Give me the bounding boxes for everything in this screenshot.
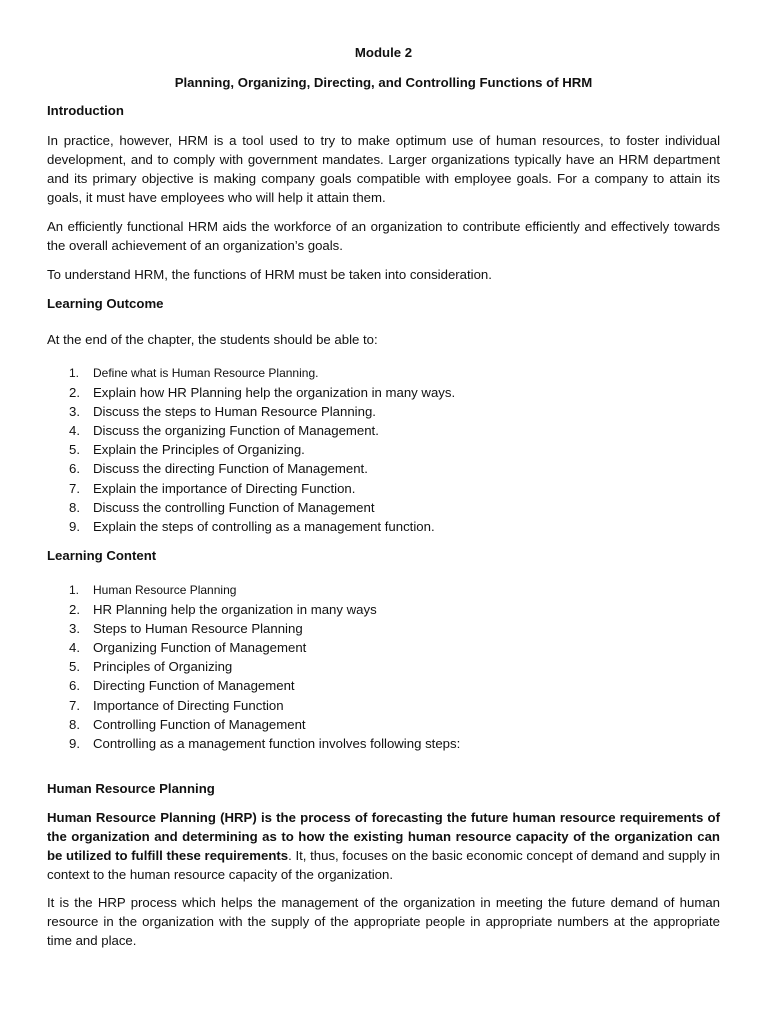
- list-item: [47, 619, 687, 638]
- list-text: Discuss the steps to Human Resource Planning.: [93, 404, 376, 420]
- list-text: Directing Function of Management: [93, 678, 295, 694]
- list-text: Explain the Principles of Organizing.: [93, 442, 305, 458]
- list-item: [47, 715, 687, 734]
- list-text: Steps to Human Resource Planning: [93, 621, 303, 637]
- list-item: [47, 734, 687, 753]
- list-item: [47, 402, 687, 421]
- module-title: Module 2: [354, 45, 413, 60]
- hrp-paragraph-1: [47, 808, 720, 884]
- introduction-paragraph-3: To understand HRM, the functions of HRM must be taken into consideration.: [47, 267, 492, 282]
- list-text: Define what is Human Resource Planning.: [93, 366, 319, 380]
- hrp-definition: Human Resource Planning (HRP) is the process of forecasting the future human resource requirements of the organization and determining as to how the existing human resource capacity of the organization can be utilized to fulfill these requirements: [47, 810, 720, 863]
- list-number: 1.: [69, 583, 80, 597]
- list-text: HR Planning help the organization in many ways: [93, 602, 377, 618]
- list-number: 2.: [69, 385, 80, 401]
- hrp-paragraph-2: It is the HRP process which helps the management of the organization in meeting the future demand of human resource in the organization with the supply of the appropriate people in appropriate numbers at the appropriate time and place.: [47, 895, 720, 948]
- list-item: [47, 364, 687, 383]
- list-number: 3.: [69, 621, 80, 637]
- list-number: 7.: [69, 697, 80, 713]
- list-item: [47, 479, 687, 498]
- list-number: 2.: [69, 602, 80, 618]
- list-text: Principles of Organizing: [93, 659, 233, 675]
- list-item: [47, 581, 687, 600]
- learning-outcome-lead: At the end of the chapter, the students should be able to:: [47, 332, 378, 347]
- list-text: Controlling as a management function involves following steps:: [93, 735, 461, 751]
- list-item: [47, 638, 687, 657]
- list-item: [47, 421, 687, 440]
- list-text: Organizing Function of Management: [93, 640, 307, 656]
- learning-content-list: [47, 581, 687, 753]
- list-item: [47, 517, 687, 536]
- list-item: [47, 600, 687, 619]
- list-number: 4.: [69, 423, 80, 439]
- list-text: Discuss the organizing Function of Management.: [93, 423, 379, 439]
- list-number: 8.: [69, 499, 80, 515]
- list-text: Controlling Function of Management: [93, 716, 306, 732]
- list-item: [47, 498, 687, 517]
- list-number: 4.: [69, 640, 80, 656]
- list-item: [47, 459, 687, 478]
- learning-content-heading: Learning Content: [47, 548, 157, 563]
- list-text: Explain the importance of Directing Function.: [93, 480, 356, 496]
- introduction-paragraph-2: An efficiently functional HRM aids the workforce of an organization to contribute efficiently and effectively towards the overall achievement of an organization’s goals.: [47, 219, 720, 253]
- list-number: 3.: [69, 404, 80, 420]
- list-number: 9.: [69, 735, 80, 751]
- hrp-definition-rest: . It, thus, focuses on the basic economic concept of demand and supply in context to the human resource capacity of the organization.: [47, 848, 721, 882]
- list-number: 7.: [69, 480, 80, 496]
- list-text: Explain the steps of controlling as a management function.: [93, 518, 435, 534]
- introduction-heading: Introduction: [47, 103, 124, 118]
- learning-outcome-list: [47, 364, 687, 536]
- list-number: 5.: [69, 442, 80, 458]
- introduction-paragraph-1: In practice, however, HRM is a tool used to try to make optimum use of human resources, to foster individual development, and to comply with government mandates. Larger organizations typically have an HRM department and its primary objective is making company goals compatible with employee goals. For a company to attain its goals, it must have employees who will help it attain them.: [47, 133, 720, 205]
- list-item: [47, 676, 687, 695]
- learning-outcome-heading: Learning Outcome: [47, 296, 164, 311]
- list-item: [47, 440, 687, 459]
- main-title: Planning, Organizing, Directing, and Controlling Functions of HRM: [174, 75, 593, 90]
- list-item: [47, 696, 687, 715]
- hrp-heading: Human Resource Planning: [47, 781, 215, 796]
- list-item: [47, 383, 687, 402]
- list-text: Explain how HR Planning help the organization in many ways.: [93, 385, 456, 401]
- list-number: 9.: [69, 518, 80, 534]
- list-number: 5.: [69, 659, 80, 675]
- list-number: 6.: [69, 461, 80, 477]
- list-text: Discuss the controlling Function of Management: [93, 499, 375, 515]
- list-number: 6.: [69, 678, 80, 694]
- list-number: 8.: [69, 716, 80, 732]
- list-text: Importance of Directing Function: [93, 697, 284, 713]
- list-text: Human Resource Planning: [93, 583, 237, 597]
- list-number: 1.: [69, 366, 80, 380]
- list-text: Discuss the directing Function of Management.: [93, 461, 368, 477]
- list-item: [47, 657, 687, 676]
